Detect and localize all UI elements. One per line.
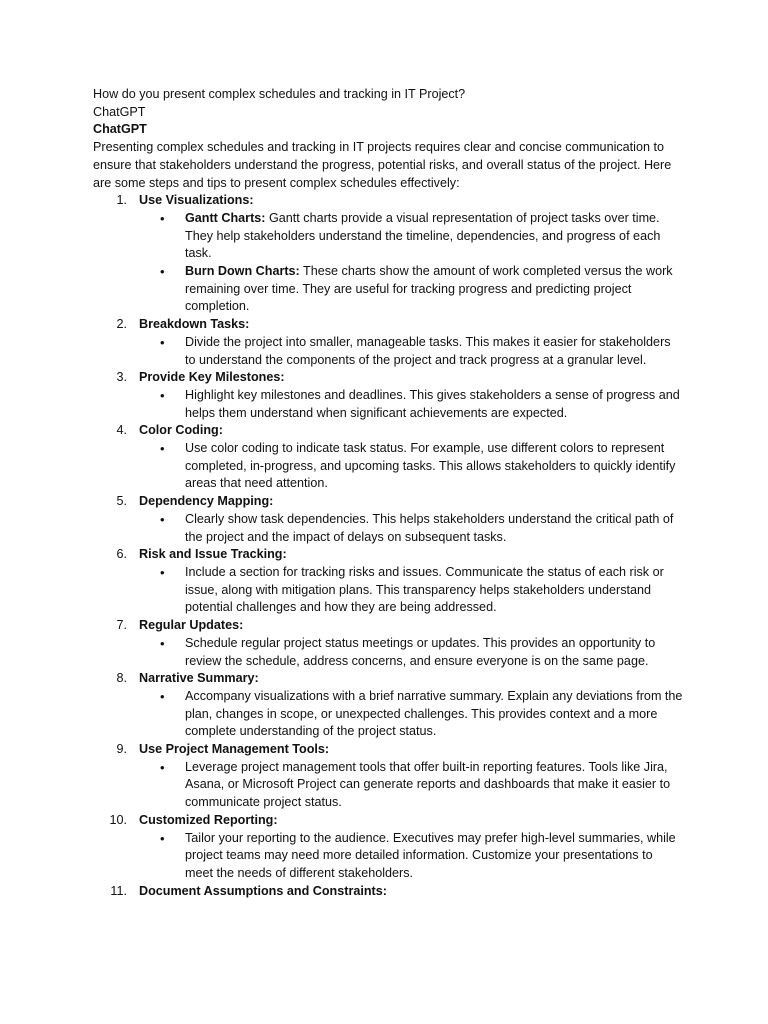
item-title: Narrative Summary: — [139, 671, 259, 686]
item-number: 6. — [116, 547, 127, 562]
bullet-text — [185, 334, 683, 369]
bullet-text — [185, 830, 683, 883]
list-item — [93, 192, 683, 210]
bullet-dot-icon: • — [160, 688, 165, 704]
bullet-text — [185, 440, 683, 493]
item-title: Provide Key Milestones: — [139, 370, 285, 385]
bullet-item — [93, 830, 683, 883]
item-number: 9. — [116, 742, 127, 757]
bullet-dot-icon: • — [160, 830, 165, 846]
bullet-text — [185, 688, 683, 741]
bullet-dot-icon: • — [160, 264, 165, 280]
bullet-dot-icon: • — [160, 759, 165, 775]
list-item — [93, 741, 683, 759]
item-title: Use Visualizations: — [139, 193, 254, 208]
bullet-dot-icon: • — [160, 334, 165, 350]
bullet-body: Schedule regular project status meetings or updates. This provides an opportunity to review the schedule, address concerns, and ensure everyone is on the same page. — [185, 635, 656, 668]
item-title: Customized Reporting: — [139, 812, 278, 827]
item-title: Use Project Management Tools: — [139, 742, 330, 757]
bullet-body: Gantt charts provide a visual representation of project tasks over time. They help stakeholders understand the timeline, dependencies, and progress of each task. — [185, 210, 661, 261]
bullet-body: Clearly show task dependencies. This helps stakeholders understand the critical path of the project and the impact of delays on subsequent tasks. — [185, 511, 674, 544]
bullet-dot-icon: • — [160, 387, 165, 403]
item-number: 11. — [110, 883, 127, 898]
bullet-item — [93, 635, 683, 670]
bullet-text — [185, 564, 683, 617]
bullet-dot-icon: • — [160, 564, 165, 580]
bullet-body: Include a section for tracking risks and issues. Communicate the status of each risk or issue, along with mitigation plans. This transparency helps stakeholders understand potential challenges and how they are being addressed. — [185, 564, 664, 615]
speaker-heading: ChatGPT — [93, 122, 147, 137]
question-text: How do you present complex schedules and tracking in IT Project? — [93, 87, 466, 101]
item-number: 8. — [116, 671, 127, 686]
bullet-item — [93, 759, 683, 812]
bullet-dot-icon: • — [160, 635, 165, 651]
item-number: 2. — [116, 317, 127, 332]
bullet-item — [93, 210, 683, 263]
bullet-text — [185, 759, 683, 812]
numbered-list — [93, 192, 683, 900]
item-number: 7. — [116, 618, 127, 633]
bullet-body: Leverage project management tools that offer built-in reporting features. Tools like Jira, Asana, or Microsoft Project can generate reports and dashboards that make it easier to communicate project status. — [185, 759, 671, 810]
bullet-text — [185, 635, 683, 670]
bullet-item — [93, 511, 683, 546]
intro-paragraph: Presenting complex schedules and tracking in IT projects requires clear and concise communication to ensure that stakeholders understand the progress, potential risks, and overall status of the project. Here are some steps and tips to present complex schedules effectively: — [93, 140, 672, 190]
item-number: 3. — [116, 370, 127, 385]
bullet-item — [93, 564, 683, 617]
speaker-label: ChatGPT — [93, 104, 146, 119]
list-item — [93, 422, 683, 440]
list-item — [93, 316, 683, 334]
list-item — [93, 369, 683, 387]
item-number: 5. — [116, 494, 127, 509]
list-item — [93, 546, 683, 564]
bullet-item — [93, 263, 683, 316]
bullet-dot-icon: • — [160, 210, 165, 226]
bullet-text — [185, 511, 683, 546]
bullet-body: Highlight key milestones and deadlines. This gives stakeholders a sense of progress and helps them understand when significant achievements are expected. — [185, 387, 680, 420]
list-item — [93, 883, 683, 901]
list-item — [93, 617, 683, 635]
item-title: Risk and Issue Tracking: — [139, 547, 287, 562]
bullet-body: These charts show the amount of work completed versus the work remaining over time. They are useful for tracking progress and predicting project completion. — [185, 264, 673, 314]
bullet-body: Accompany visualizations with a brief narrative summary. Explain any deviations from the plan, changes in scope, or unexpected challenges. This provides context and a more complete understanding of the project status. — [185, 688, 683, 739]
item-title: Document Assumptions and Constraints: — [139, 883, 387, 898]
bullet-lead: Burn Down Charts: — [185, 264, 300, 279]
bullet-body: Divide the project into smaller, manageable tasks. This makes it easier for stakeholders to understand the components of the project and track progress at a granular level. — [185, 334, 671, 367]
list-item — [93, 670, 683, 688]
item-title: Regular Updates: — [139, 618, 244, 633]
bullet-lead: Gantt Charts: — [185, 210, 266, 225]
item-number: 4. — [116, 423, 127, 438]
bullet-item — [93, 387, 683, 422]
list-item — [93, 812, 683, 830]
bullet-text — [185, 263, 683, 316]
bullet-item — [93, 440, 683, 493]
bullet-text — [185, 210, 683, 263]
item-number: 10. — [109, 812, 127, 827]
item-title: Dependency Mapping: — [139, 494, 274, 509]
bullet-body: Tailor your reporting to the audience. Executives may prefer high-level summaries, while project teams may need more detailed information. Customize your presentations to meet the needs of different stakeholders. — [185, 830, 676, 880]
bullet-dot-icon: • — [160, 441, 165, 457]
document-body — [93, 86, 683, 900]
list-item — [93, 493, 683, 511]
bullet-item — [93, 688, 683, 741]
item-title: Color Coding: — [139, 423, 223, 438]
item-title: Breakdown Tasks: — [139, 317, 250, 332]
item-number: 1. — [116, 193, 127, 208]
bullet-body: Use color coding to indicate task status. For example, use different colors to represent completed, in-progress, and upcoming tasks. This allows stakeholders to quickly identify areas that need attention. — [185, 441, 676, 491]
bullet-text — [185, 387, 683, 422]
bullet-item — [93, 334, 683, 369]
bullet-dot-icon: • — [160, 511, 165, 527]
